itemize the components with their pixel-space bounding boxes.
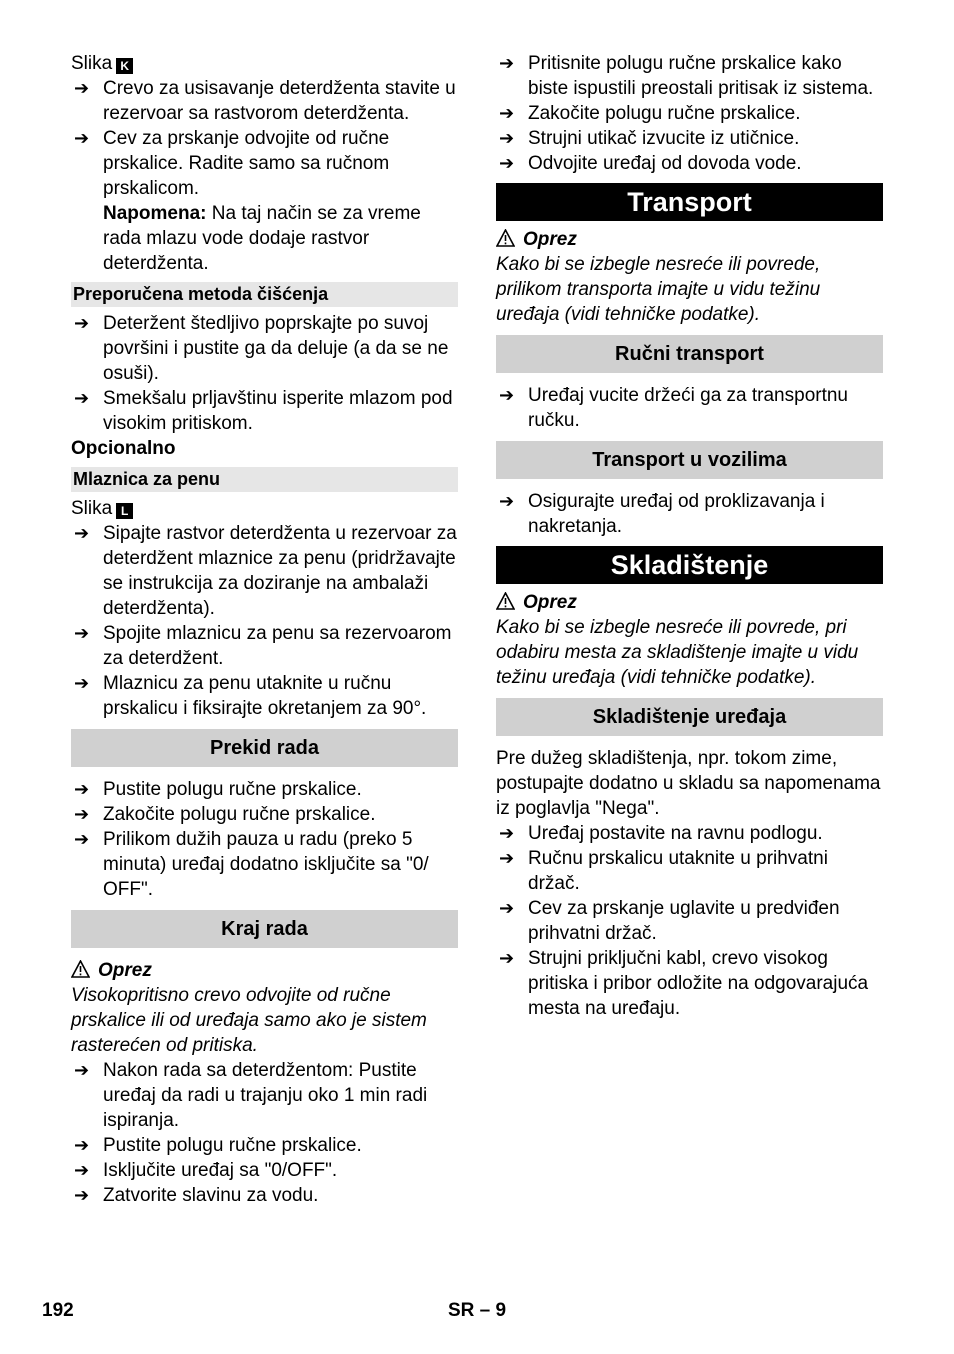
caution-heading: Oprez: [496, 590, 883, 615]
caution-text: Kako bi se izbegle nesreće ili povrede, prilikom transporta imajte u vidu težinu uređaja (vidi tehničke podatke).: [496, 254, 821, 325]
note-label: Napomena:: [103, 203, 207, 224]
step: ➔ Zatvorite slavinu za vodu.: [74, 1185, 319, 1206]
arrow-icon: ➔: [74, 128, 90, 148]
arrow-icon: ➔: [74, 779, 90, 799]
step: ➔ Deteržent štedljivo poprskajte po suvoj površini i pustite ga da deluje (a da se ne osuši).: [74, 313, 449, 384]
section-heading-end-of-work: Kraj rada: [71, 910, 458, 948]
arrow-icon: ➔: [74, 523, 90, 543]
arrow-icon: ➔: [499, 53, 515, 73]
arrow-icon: ➔: [74, 313, 90, 333]
step: ➔ Odvojite uređaj od dovoda vode.: [499, 153, 802, 174]
section-heading-manual-transport: Ručni transport: [496, 335, 883, 373]
figure-ref-k: Slika K: [71, 51, 458, 76]
warning-triangle-icon: [496, 592, 515, 610]
section-heading-vehicle-transport: Transport u vozilima: [496, 441, 883, 479]
step: ➔ Cev za prskanje odvojite od ručne prskalice. Radite samo sa ručnom prskalicom. Napomena: Na taj način se za vreme rada mlazu vode dodaje rastvor deterdženta.: [74, 128, 421, 274]
subheading-foam-nozzle: Mlaznica za penu: [71, 467, 458, 492]
step: ➔ Strujni priključni kabl, crevo visokog pritiska i pribor odložite na odgovarajuća mesta na uređaju.: [499, 948, 869, 1019]
arrow-icon: ➔: [499, 128, 515, 148]
step: ➔ Uređaj postavite na ravnu podlogu.: [499, 823, 823, 844]
arrow-icon: ➔: [74, 829, 90, 849]
arrow-icon: ➔: [499, 823, 515, 843]
caution-text: Visokopritisno crevo odvojite od ručne prskalice ili od uređaja samo ako je sistem rasterećen od pritiska.: [71, 985, 427, 1056]
caution-text: Kako bi se izbegle nesreće ili povrede, pri odabiru mesta za skladištenje imajte u vidu težinu uređaja (vidi tehničke podatke).: [496, 617, 859, 688]
subheading-recommended-method: Preporučena metoda čišćenja: [71, 282, 458, 307]
step: ➔ Spojite mlaznicu za penu sa rezervoarom za deterdžent.: [74, 623, 452, 669]
step: ➔ Isključite uređaj sa "0/OFF".: [74, 1160, 338, 1181]
arrow-icon: ➔: [74, 78, 90, 98]
left-column: [71, 51, 458, 1208]
step: ➔ Pritisnite polugu ručne prskalice kako biste ispustili preostali pritisak iz sistema.: [499, 53, 874, 99]
step: ➔ Strujni utikač izvucite iz utičnice.: [499, 128, 800, 149]
arrow-icon: ➔: [499, 948, 515, 968]
arrow-icon: ➔: [74, 1135, 90, 1155]
step: ➔ Prilikom dužih pauza u radu (preko 5 minuta) uređaj dodatno isključite sa "0/ OFF".: [74, 829, 429, 900]
arrow-icon: ➔: [499, 385, 515, 405]
arrow-icon: ➔: [74, 1160, 90, 1180]
figure-ref-l: Slika L: [71, 496, 458, 521]
step: ➔ Uređaj vucite držeći ga za transportnu ručku.: [499, 385, 848, 431]
arrow-icon: ➔: [74, 804, 90, 824]
arrow-icon: ➔: [499, 103, 515, 123]
right-column: [496, 51, 883, 1021]
step: ➔ Pustite polugu ručne prskalice.: [74, 779, 362, 800]
arrow-icon: ➔: [74, 1185, 90, 1205]
step: ➔ Smekšalu prljavštinu isperite mlazom pod visokim pritiskom.: [74, 388, 453, 434]
step: ➔ Cev za prskanje uglavite u predviđen prihvatni držač.: [499, 898, 840, 944]
arrow-icon: ➔: [499, 491, 515, 511]
arrow-icon: ➔: [499, 898, 515, 918]
page-number: 192: [42, 1300, 74, 1321]
caution-heading: Oprez: [496, 227, 883, 252]
arrow-icon: ➔: [499, 848, 515, 868]
step: ➔ Osigurajte uređaj od proklizavanja i nakretanja.: [499, 491, 825, 537]
warning-triangle-icon: [71, 960, 90, 978]
section-heading-device-storage: Skladištenje uređaja: [496, 698, 883, 736]
section-heading-work-break: Prekid rada: [71, 729, 458, 767]
warning-triangle-icon: [496, 229, 515, 247]
optional-heading: Opcionalno: [71, 438, 176, 459]
chapter-heading-transport: Transport: [496, 183, 883, 221]
chapter-heading-storage: Skladištenje: [496, 546, 883, 584]
storage-paragraph: Pre dužeg skladištenja, npr. tokom zime, postupajte dodatno u skladu sa napomenama iz poglavlja "Nega".: [496, 748, 881, 819]
figure-k-icon: K: [116, 58, 133, 74]
step: ➔ Crevo za usisavanje deterdženta stavite u rezervoar sa rastvorom deterdženta.: [74, 78, 456, 124]
step: ➔ Nakon rada sa deterdžentom: Pustite uređaj da radi u trajanju oko 1 min radi ispiranja.: [74, 1060, 428, 1131]
step: ➔ Mlaznicu za penu utaknite u ručnu prskalicu i fiksirajte okretanjem za 90°.: [74, 673, 427, 719]
section-marker: SR – 9: [448, 1300, 507, 1321]
arrow-icon: ➔: [74, 623, 90, 643]
step: ➔ Sipajte rastvor deterdženta u rezervoar za deterdžent mlaznice za penu (pridržavajte se instrukcija za doziranje na ambalaži deterdženta).: [74, 523, 457, 619]
arrow-icon: ➔: [499, 153, 515, 173]
step: ➔ Pustite polugu ručne prskalice.: [74, 1135, 362, 1156]
figure-l-icon: L: [116, 503, 133, 519]
step: ➔ Ručnu prskalicu utaknite u prihvatni držač.: [499, 848, 828, 894]
arrow-icon: ➔: [74, 388, 90, 408]
step: ➔ Zakočite polugu ručne prskalice.: [499, 103, 801, 124]
step: ➔ Zakočite polugu ručne prskalice.: [74, 804, 376, 825]
arrow-icon: ➔: [74, 1060, 90, 1080]
arrow-icon: ➔: [74, 673, 90, 693]
caution-heading: Oprez: [71, 958, 458, 983]
